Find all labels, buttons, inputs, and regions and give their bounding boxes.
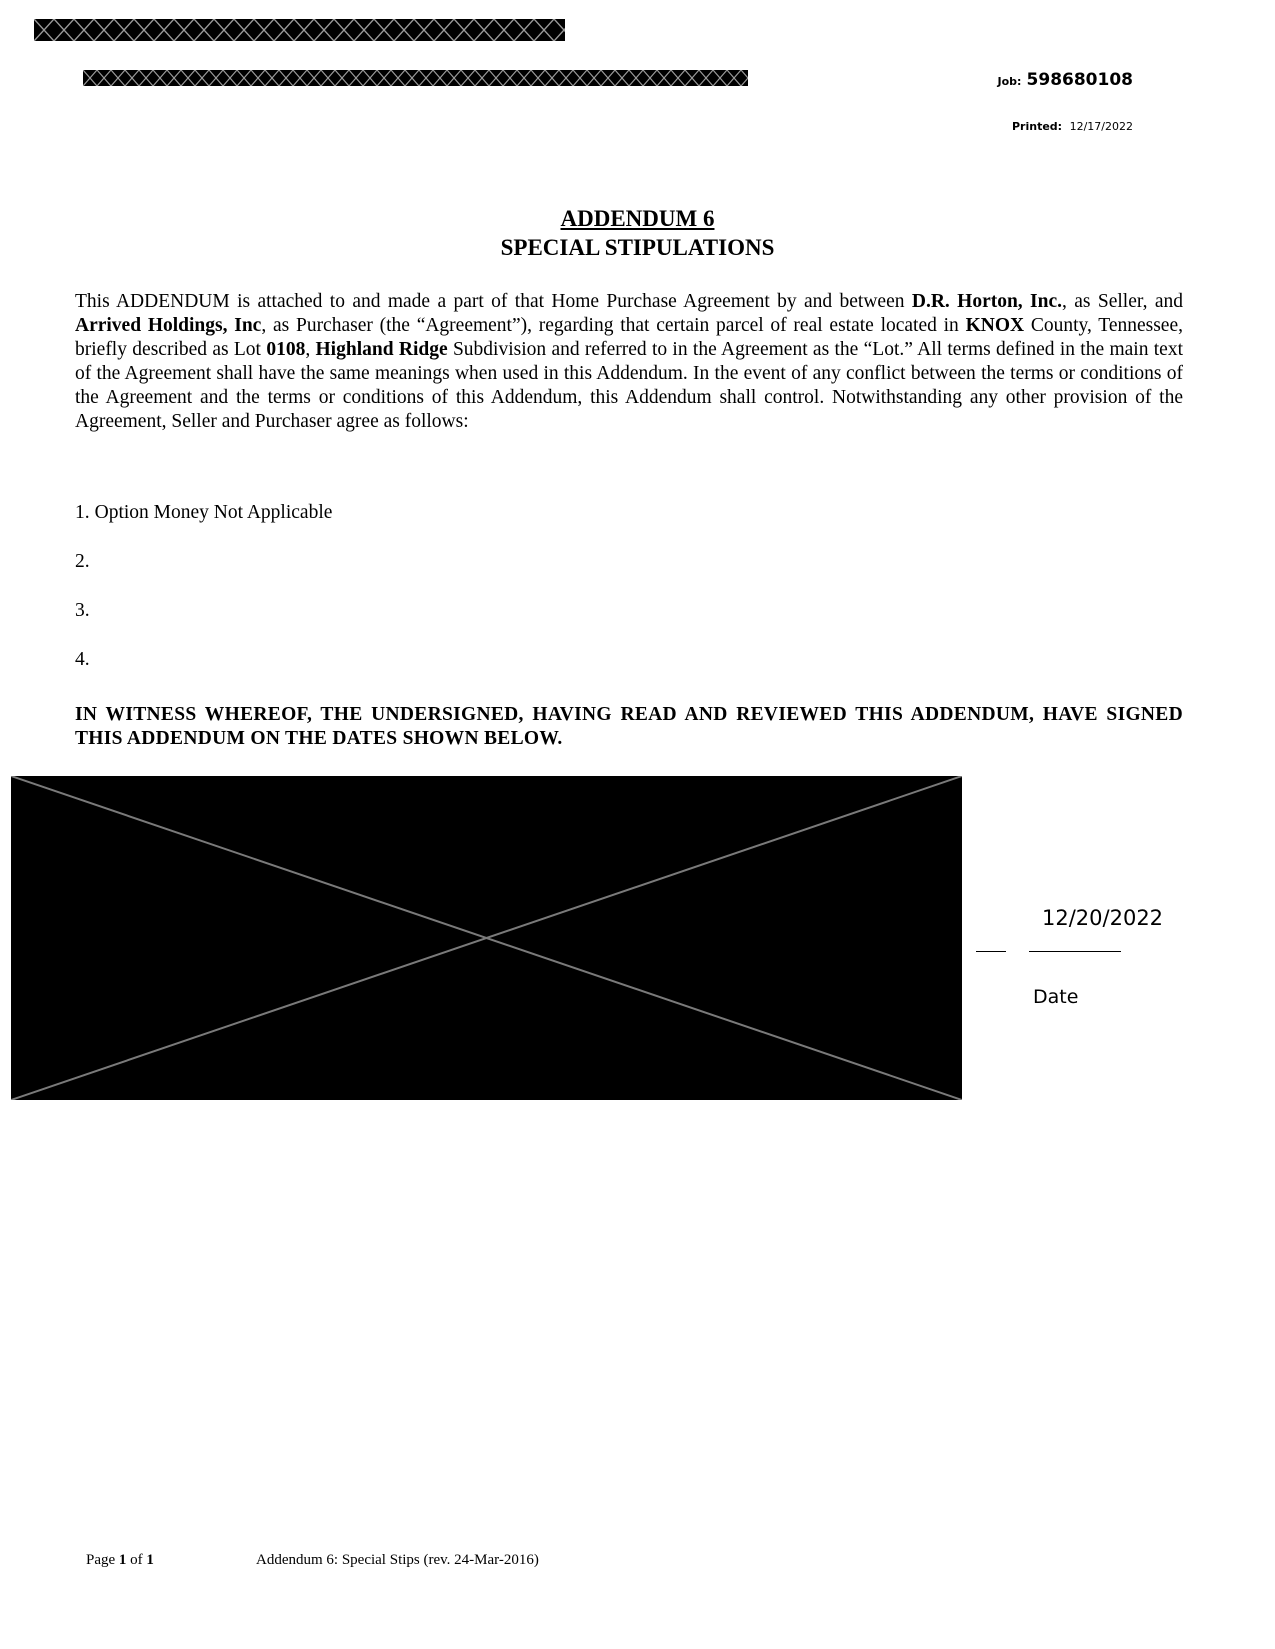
intro-text: , as Purchaser (the “Agreement”), regarding that certain parcel of real estate located in [261, 315, 966, 336]
date-label: Date [1033, 986, 1079, 1008]
printed-date [1012, 120, 1133, 133]
stipulation-number: 4. [75, 649, 90, 670]
redaction-cross-icon [11, 776, 962, 1100]
printed-value: 12/17/2022 [1069, 120, 1133, 133]
redaction-hatch-icon [83, 70, 748, 86]
job-value: 598680108 [1026, 70, 1133, 90]
date-underline [1029, 951, 1121, 952]
addendum-title: ADDENDUM 6 [560, 206, 715, 231]
stipulation-number: 1. [75, 502, 90, 523]
printed-label: Printed: [1012, 120, 1063, 133]
job-number [998, 70, 1134, 90]
intro-text: This ADDENDUM is attached to and made a part of that Home Purchase Agreement by and between [75, 291, 912, 312]
stipulation-item [75, 502, 332, 524]
addendum-subtitle: SPECIAL STIPULATIONS [500, 235, 775, 260]
stipulation-item [75, 551, 95, 573]
job-label: Job: [997, 75, 1022, 88]
signature-underline [976, 951, 1006, 952]
page-of: of [126, 1552, 147, 1568]
intro-text: County, Tennessee, briefly described as Lot [75, 315, 1183, 360]
stipulation-number: 2. [75, 551, 90, 572]
stipulation-item [75, 649, 95, 671]
redacted-header-line-1 [34, 19, 565, 41]
form-name: Addendum 6: Special Stips (rev. 24-Mar-2016) [256, 1552, 539, 1568]
redacted-signature-block [11, 776, 962, 1100]
stipulation-item [75, 600, 95, 622]
page-current: 1 [118, 1552, 127, 1568]
intro-text: Subdivision and referred to in the Agreement as the “Lot.” All terms defined in the main text of the Agreement shall have the same meanings when used in this Addendum. In the event of any conflict between the terms or conditions of the Agreement and the terms or conditions of this Addendum, this Addendum shall control. Notwithstanding any other provision of the Agreement, Seller and Purchaser agree as follows: [75, 339, 1184, 432]
intro-text: , [305, 339, 316, 360]
seller-name: D.R. Horton, Inc. [911, 291, 1063, 312]
witness-clause: IN WITNESS WHEREOF, THE UNDERSIGNED, HAVING READ AND REVIEWED THIS ADDENDUM, HAVE SIGNED THIS ADDENDUM ON THE DATES SHOWN BELOW. [75, 704, 1183, 749]
stipulation-number: 3. [75, 600, 90, 621]
subdivision-name: Highland Ridge [315, 339, 448, 360]
intro-text: , as Seller, and [1062, 291, 1184, 312]
county-name: KNOX [965, 315, 1025, 336]
redaction-hatch-icon [34, 19, 565, 41]
signature-date-value: 12/20/2022 [1042, 906, 1164, 930]
redacted-header-line-2 [83, 70, 748, 86]
page-total: 1 [146, 1552, 154, 1568]
stipulation-text: Option Money Not Applicable [94, 502, 333, 523]
lot-number: 0108 [266, 339, 306, 360]
intro-paragraph [75, 290, 1183, 434]
page-number [86, 1552, 154, 1569]
purchaser-name: Arrived Holdings, Inc [75, 315, 262, 336]
page-prefix: Page [86, 1552, 119, 1568]
